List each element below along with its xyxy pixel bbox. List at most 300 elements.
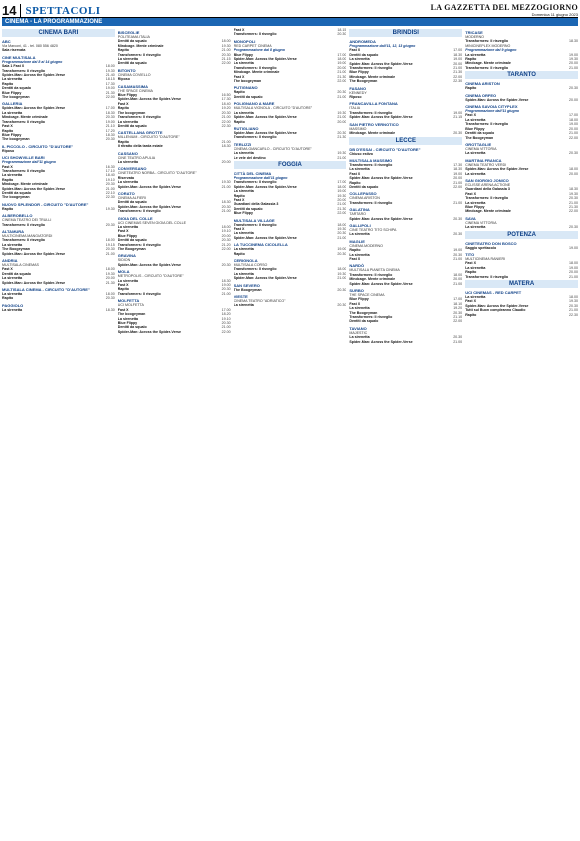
showtime-row [349,201,462,205]
film-title: Fast X [117,229,129,234]
showtime: 21.00 [221,139,231,144]
film-title: The Boogeyman [2,247,30,252]
showtime: 22.00 [568,209,578,214]
cinema-name: ALBEROBELLO [2,213,33,219]
film-title: Riposo [117,77,130,82]
showtime: 20.30 [568,86,578,91]
showtime: 22.30 [568,312,578,317]
showtime: 20.00 [453,61,463,66]
cinema-name: MONOPOLI [233,38,256,44]
showtime: 22.00 [337,79,347,84]
film-title: La sirenetta [117,159,138,164]
cinema-info: MULTICINEMA RANIERI [465,257,506,261]
showtime: 19.10 [105,177,115,182]
film-title: La sirenetta [2,307,23,312]
showtime: 19.30 [568,299,578,304]
film-title: Spider-Man: Across the Spider-Verse [465,303,529,308]
film-title: Transformers: Il risveglio [465,122,509,127]
showtime: 19.10 [221,316,231,321]
cinema-name: FASANO [349,85,367,91]
cinema-name: CINETEATRO DON BOSCO [465,240,517,246]
cinema-name: SAN GIORGIO JONICO [465,177,509,183]
city-heading: CINEMA BARI [2,29,115,37]
showtime-row [349,340,462,344]
film-title: Blue Flippy [233,52,253,57]
film-title: La sirenetta [349,306,370,311]
film-title: Spider-Man: Across the Spider-Verse [465,167,529,172]
showtime: 21.00 [221,48,231,53]
showtime-row [118,209,231,213]
film-title: Transformers: Il risveglio [349,66,393,71]
film-title: Spider-Man: Across the Spider-Verse [2,251,66,256]
showtime: 19.00 [337,189,347,194]
film-title: Mindcage. Mente criminale [2,115,48,120]
listing-column [2,28,115,838]
city-heading: POTENZA [465,231,578,239]
showtime: 22.00 [221,329,231,334]
film-title: Transformers: Il risveglio [117,115,161,120]
showtime: 22.10 [105,190,115,195]
showtime: 20.00 [568,61,578,66]
showtime: 16.30 [105,164,115,169]
film-title: Transformers: Il risveglio [465,274,509,279]
showtime: 19.00 [453,171,463,176]
film-title: Dentiti da squalo [2,271,31,276]
showtime-row [234,236,347,240]
cinema-info: RED CARPET CINEMA [233,43,272,48]
showtime: 21.00 [221,291,231,296]
cinema-name: CINE MULTISALA [2,54,36,60]
showtime-row [2,137,115,141]
showtime: 19.30 [105,68,115,73]
cinema-name: CASAMASSIMA [117,83,149,89]
showtime: 17.00 [337,52,347,57]
film-title: Dentiti da squalo [117,61,147,66]
showtime: 20.30 [568,196,578,201]
film-title: Chiuso estivo [349,151,373,156]
showtime: 17.00 [105,106,115,111]
film-title: Rapito [2,177,14,182]
showtime: 22.00 [221,247,231,252]
film-title: The Boogeyman [117,247,146,252]
film-title: Blue Flippy [117,320,138,325]
cinema-info: ITALIA [349,106,361,111]
showtime: 22.00 [221,119,231,124]
showtime-row [118,160,231,164]
cinema-name: ANDRIA [2,258,18,264]
showtime: 20.00 [568,171,578,176]
showtime: 21.00 [221,325,231,330]
film-title: La sirenetta [349,335,370,340]
film-title: Dentiti da squalo [117,325,147,330]
showtime: 20.00 [568,97,578,102]
film-title: Transformers: Il risveglio [2,222,45,227]
showtime-row [465,86,578,90]
film-title: Transformers: Il risveglio [465,196,509,201]
film-title: La sirenetta [233,151,254,156]
showtime: 21.00 [105,186,115,191]
film-title: Mindcage. Mente criminale [117,43,164,48]
showtime: 21.30 [337,206,347,211]
showtime: 21.00 [221,209,231,214]
cinema-info: UCI MOLFETTA [117,303,144,308]
city-heading: LECCE [349,137,462,145]
film-title: Transformers: Il risveglio [465,39,509,44]
showtime: 19.30 [337,271,347,276]
film-title: Spider-Man: Across the Spider-Verse [117,97,181,102]
film-title: Spider-Man: Across the Spider-Verse [349,339,413,344]
showtime: 19.30 [221,43,231,48]
film-title: Mindcage. Mente criminale [465,61,511,66]
cinema-name: MULTISALA MASSIMO [349,157,393,163]
showtime: 20.00 [453,176,463,181]
cinema-name: CASSANO [117,150,138,156]
film-title: Fast X [349,48,361,53]
film-title: La sirenetta [117,119,138,124]
programming-note: Programmazione dal 8 al 14 giugno [2,59,63,64]
cinema-name: CERIGNOLA [233,258,258,264]
programming-note: Programmazione dall'11, 12, 13 giugno [349,44,416,48]
film-title: La sirenetta [349,167,370,172]
showtime-row [465,136,578,140]
showtime: 20.30 [337,90,347,95]
film-title: Transformers: Il risveglio [233,267,277,272]
programming-note: Programmazione dall'11 giugno [465,109,520,114]
showtime: 18.30 [453,167,463,172]
film-title: Dentiti da squalo [349,319,379,324]
film-title: Fast X [349,257,361,261]
film-title: La sirenetta [2,173,23,178]
film-title: Dentiti da squalo [2,86,31,91]
cinema-info: CINEMA ALFIERI [117,195,146,200]
showtime-row [465,151,578,155]
film-title: Fast X [2,267,13,272]
showtime: 18.00 [568,261,578,266]
showtime: 21.00 [337,235,347,240]
cinema-info: CINE TEATRO TITO SCHIPA [349,227,397,232]
film-title: Il ritratto della tarda estate [117,144,163,149]
showtime: 20.30 [337,251,347,256]
showtime-row [2,281,115,285]
film-title: Fast X [233,74,245,79]
showtime-row [465,172,578,176]
film-title: La sirenetta [349,252,370,257]
cinema-name: SURBO [349,288,364,294]
film-title: The Boogeyman [233,287,262,292]
showtime-row [349,232,462,236]
showtime-row [349,257,462,261]
issue-date: Domenica 11 giugno 2023 [531,12,578,17]
cinema-name: IL PICCOLO - CIRCUITO "D'AUTORE" [2,143,74,149]
cinema-info: MULTISALA CINEMAS [2,263,39,268]
film-title: Blue Flippy [233,211,253,216]
film-title: Spider-Man: Across the Spider-Verse [465,97,529,102]
showtime: 21.30 [453,70,463,75]
film-title: Le vele del destino [233,155,266,160]
film-title: The Boogeyman [349,310,378,315]
film-title: Blue Flippy [465,204,485,209]
showtime: 20.30 [453,216,463,221]
showtime: 21.00 [337,94,347,99]
showtime: 20.00 [221,233,231,238]
showtime-row [349,282,462,286]
showtime: 18.00 [221,225,231,229]
film-title: Mindcage. Mente criminale [349,74,396,79]
showtime: 22.30 [453,79,463,84]
cinema-name: CORATO [117,190,135,196]
film-title: Sala 1 Fast X [2,64,25,69]
film-title: La sirenetta [117,316,138,321]
showtime-row [234,95,347,99]
cinema-info: MILLENIUM - CIRCUITO "D'AUTORE" [117,135,180,140]
film-title: Transformers: Il risveglio [117,209,161,214]
film-title: Mindcage. Mente criminale [2,182,48,187]
showtime: 17.20 [105,128,115,133]
film-title: Rapito [117,139,129,144]
showtime: 19.00 [105,119,115,124]
showtime: 18.00 [221,39,231,44]
film-title: La sirenetta [2,276,23,281]
cinema-info: THE SPACE CINEMA [349,293,385,298]
film-title: La sirenetta [465,200,486,205]
film-title: Spider-Man: Across the Spider-Verse [233,130,297,135]
showtime-row [2,48,115,52]
film-title: La sirenetta [117,180,138,185]
showtime: 20.30 [568,303,578,308]
showtime: 20.00 [568,270,578,275]
cinema-name: CINEMA ORFEO [465,92,497,98]
showtime: 20.30 [221,204,231,209]
film-title: Rapito [465,57,477,62]
showtime: 19.30 [337,193,347,198]
film-title: Dentiti da squalo [2,190,31,195]
film-title: Rapito [117,106,129,111]
film-title: Blue Flippy [117,93,138,98]
showtime: 18.30 [105,307,115,312]
showtime: 20.30 [221,238,231,243]
showtime: 21.30 [105,280,115,285]
showtime: 20.30 [568,151,578,156]
showtime: 20.30 [453,131,463,136]
film-title: La sirenetta [117,278,138,283]
film-title: The boogeyman [233,79,262,84]
showtime-row [349,152,462,156]
film-title: The Boogeyman [465,135,494,140]
showtime-row [234,303,347,307]
cinema-name: GALLERIA [2,101,23,107]
film-title: Tutti sul Buon compleanno Claudio [465,308,526,313]
cinema-name: LA TUCCINEMA CICOLELLA [233,242,288,248]
showtime: 19.00 [453,57,463,62]
showtime: 19.30 [221,180,231,185]
cinema-name: GALATINA [349,207,370,213]
film-title: La sirenetta [465,151,486,156]
film-title: La sirenetta [465,225,486,230]
showtime: 18.00 [337,184,347,189]
film-title: Transformers: Il risveglio [349,272,393,277]
showtime: 20.30 [105,247,115,252]
programming-note: Programmazione dall'11 giugno [233,175,288,180]
film-title: Blue Flippy [2,90,22,95]
showtime-row [2,195,115,199]
film-title: Spider-Man: Across the Spider-Verse [233,276,297,281]
film-title: La sirenetta [233,271,254,276]
cinema-info: CINEMA COVIELLO [117,72,151,77]
showtime: 20.30 [453,335,463,340]
cinema-name: ANDROMEDA [349,39,376,44]
film-title: Transformers: Il risveglio [117,242,161,247]
showtime-row [2,296,115,300]
showtime: 19.00 [453,110,463,115]
film-title: Rapito [349,248,361,253]
page-header [2,2,578,18]
showtime: 18.00 [453,272,463,277]
showtime: 19.00 [453,248,463,253]
cinema-info: METROPOLIS - CIRCUITO "D'AUTORE" [117,274,184,279]
showtime: 17.00 [337,180,347,185]
showtime: 19.30 [568,191,578,196]
film-title: La sirenetta [2,77,23,82]
showtime-row [234,32,347,36]
showtime: 18.30 [568,39,578,44]
film-title: Rapito [233,251,245,256]
cinema-name: TERLIZZI [233,141,252,147]
cinema-name: ALTAMURA [2,229,25,234]
showtime: 22.00 [337,211,347,216]
cinema-info: CINE TEATRO APULIA [117,155,156,160]
film-title: Transformers: Il risveglio [233,180,277,185]
showtime: 20.30 [105,137,115,142]
city-heading: MATERA [465,280,578,288]
film-title: La sirenetta [465,171,486,176]
film-title: La sirenetta [465,52,486,57]
film-title: Fast X [465,299,476,304]
film-title: Spider-Man: Across the Spider-Verse [117,204,181,209]
showtime: 21.00 [568,308,578,313]
cinema-info: THE SPACE CINEMA [117,88,153,93]
showtime: 21.30 [105,90,115,95]
showtime: 21.00 [337,115,347,120]
showtime-row [2,223,115,227]
showtime: 19.00 [221,283,231,288]
cinema-name: SAVA [465,215,476,221]
film-title: The boogeyman [2,195,30,200]
film-title: Riposo [349,95,362,100]
cinema-info: MULTISALA VIGNOLA - CIRCUITO "D'AUTORE" [233,106,313,111]
film-title: La sirenetta [349,232,370,237]
film-title: Fast X [117,101,129,106]
showtime: 17.00 [568,113,578,118]
film-title: Rapito [465,312,477,317]
film-title: Transformers: Il risveglio [349,200,393,205]
masthead-block [431,3,578,17]
cinema-info: POLITEAMA ITALIA [117,35,150,39]
film-title: Fast X [233,227,245,231]
film-title: Dentiti da squalo [465,131,495,136]
cinema-name: UCI CINEMAS - RED CARPET [465,290,522,296]
page-number: 14 [2,4,21,17]
film-title: Dentiti da squalo [233,206,263,211]
film-title: The boogeyman [2,137,30,142]
showtime-row [349,95,462,99]
showtime-row [349,185,462,189]
film-title: Transformers: Il risveglio [2,238,45,243]
showtime: 21.40 [105,73,115,78]
showtime: 20.30 [337,231,347,236]
showtime: 21.00 [337,276,347,281]
cinema-name: ABC [2,39,11,44]
film-title: Mindcage. Mente criminale [465,209,511,214]
film-title: Spider-Man: Across the Spider-Verse [233,184,297,189]
showtime: 19.30 [105,206,115,211]
showtime: 18.30 [453,52,463,57]
cinema-info: CINEMA TEATRO "ADRIATICO" [233,299,286,304]
showtime: 17.00 [221,307,231,312]
showtime: 17.00 [453,48,463,53]
showtime: 21.15 [221,57,231,62]
showtime-row [349,217,462,221]
cinema-name: VIESTE [233,294,248,300]
showtime-row [2,95,115,99]
film-title: Rapito [465,86,477,91]
cinema-name: BISCEGLIE [117,30,140,35]
cinema-info: CINEMA TEATRO VERDI [465,162,507,167]
showtime: 16.50 [221,93,231,98]
cinema-name: MARTINA FRANCA [465,157,502,163]
showtime: 20.30 [453,252,463,257]
film-title: Transformers: Il risveglio [233,135,277,140]
showtime: 21.00 [221,115,231,120]
cinema-info: KENNEDY [349,90,367,95]
showtime: 22.00 [453,74,463,79]
listing-column [465,28,578,838]
cinema-name: BITONTO [117,67,136,73]
film-title: Transformers: Il risveglio [2,119,45,124]
cinema-name: GRAVINA [117,253,136,259]
showtime-row [465,275,578,279]
showtime: 21.00 [453,257,463,261]
showtime: 21.00 [337,202,347,207]
film-title: Transformers: Il risveglio [349,162,393,167]
cinema-name: MOLA [117,269,130,275]
film-title: Spider-Man: Across the Spider-Verse [349,216,413,221]
showtime: 17.00 [453,297,463,302]
showtime-row [465,209,578,213]
film-title: Spider-Man: Across the Spider-Verse [233,115,297,120]
showtime: 22.30 [105,195,115,200]
showtime: 18.30 [568,187,578,192]
film-title: Transformers: Il risveglio [233,222,277,227]
cinema-name: CONVERSANO [117,166,147,172]
film-title: The Boogeyman [349,79,378,84]
film-title: Spider-Man: Across the Spider-Verse [2,280,66,285]
film-title: Transformers: Il risveglio [117,52,161,57]
film-title: Blue Flippy [465,126,485,131]
showtime: 19.20 [221,106,231,111]
masthead: LA GAZZETTA DEL MEZZOGIORNO [430,3,578,12]
cinema-name: UCI SHOWVILLE BARI [2,155,45,161]
cinema-name: SAN PIETRO VERNOTICO [349,121,399,127]
film-title: The boogeyman [117,312,146,317]
film-title: La sirenetta [2,242,23,247]
film-title: La sirenetta [2,292,23,297]
showtime: 21.00 [568,200,578,205]
showtime: 18.00 [105,238,115,243]
cinema-info: UCI CINEMAS SEVEN GIOIA DEL COLLE [117,220,186,225]
showtime: 20.00 [337,119,347,124]
cinema-info: CINEMA GIANCARLO - CIRCUITO "D'AUTORE" [233,146,312,151]
showtime: 19.00 [568,245,578,250]
